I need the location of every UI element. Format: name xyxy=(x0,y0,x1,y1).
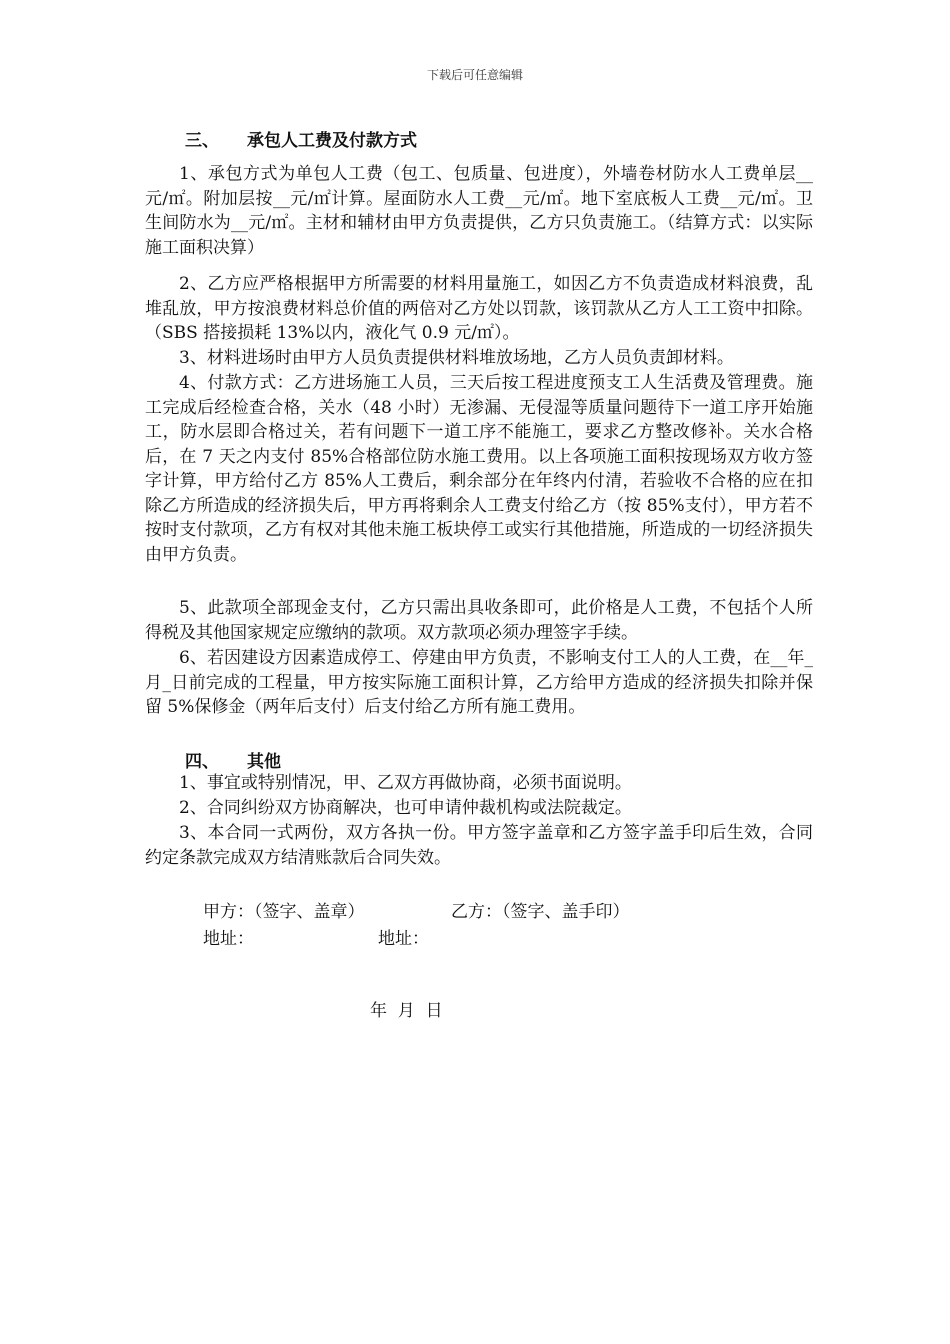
section-3-paragraph-2: 2、乙方应严格根据甲方所需要的材料用量施工，如因乙方不负责造成材料浪费，乱堆乱放，甲方按浪费材料总价值的两倍对乙方处以罚款，该罚款从乙方人工工资中扣除。（SBS 搭接损耗 13%以内，液化气 0.9 元/㎡）。 xyxy=(145,274,813,343)
section-4-number: 四、 xyxy=(185,752,219,772)
section-4-paragraph-1: 1、事宜或特别情况，甲、乙双方再做协商，必须书面说明。 xyxy=(179,773,632,793)
signing-date: 年 月 日 xyxy=(370,1001,443,1021)
section-3-heading xyxy=(185,126,417,151)
section-3-paragraph-6: 6、若因建设方因素造成停工、停建由甲方负责，不影响支付工人的人工费，在__年_月_日前完成的工程量，甲方按实际施工面积计算，乙方给甲方造成的经济损失扣除并保留 5%保修金（两年后支付）后支付给乙方所有施工费用。 xyxy=(145,648,813,717)
header-note: 下载后可任意编辑 xyxy=(426,68,523,82)
section-3-paragraph-1: 1、承包方式为单包人工费（包工、包质量、包进度），外墙卷材防水人工费单层__元/㎡。附加层按__元/㎡计算。屋面防水人工费__元/㎡。地下室底板人工费__元/㎡。卫生间防水为__元/㎡。主材和辅材由甲方负责提供，乙方只负责施工。（结算方式：以实际施工面积决算） xyxy=(145,164,813,258)
party-b-address: 地址： xyxy=(378,929,429,949)
section-4-title: 其他 xyxy=(247,752,281,772)
section-3-paragraph-5: 5、此款项全部现金支付，乙方只需出具收条即可，此价格是人工费，不包括个人所得税及其他国家规定应缴纳的款项。双方款项必须办理签字手续。 xyxy=(145,598,813,643)
party-b-signature: 乙方：（签字、盖手印） xyxy=(451,902,630,922)
party-a-address: 地址： xyxy=(203,929,254,949)
section-3-paragraph-4: 4、付款方式：乙方进场施工人员，三天后按工程进度预支工人生活费及管理费。施工完成后经检查合格，关水（48 小时）无渗漏、无侵湿等质量问题待下一道工序开始施工，防水层即合格过关，若有问题下一道工序不能施工，要求乙方整改修补。关水合格后，在 7 天之内支付 85%合格部位防水施工费用。以上各项施工面积按现场双方收方签字计算，甲方给付乙方 85%人工费后，剩余部分在年终内付清，若验收不合格的应在扣除乙方所造成的经济损失后，甲方再将剩余人工费支付给乙方（按 85%支付），甲方若不按时支付款项，乙方有权对其他未施工板块停工或实行其他措施，所造成的一切经济损失由甲方负责。 xyxy=(145,373,813,565)
party-a-signature: 甲方：（签字、盖章） xyxy=(203,902,365,922)
section-4-paragraph-2: 2、合同纠纷双方协商解决，也可申请仲裁机构或法院裁定。 xyxy=(179,798,632,818)
section-3-paragraph-3: 3、材料进场时由甲方人员负责提供材料堆放场地，乙方人员负责卸材料。 xyxy=(179,348,734,368)
section-3-title: 承包人工费及付款方式 xyxy=(247,131,417,151)
section-4-heading xyxy=(185,747,281,772)
section-3-number: 三、 xyxy=(185,131,219,151)
section-4-paragraph-3: 3、本合同一式两份，双方各执一份。甲方签字盖章和乙方签字盖手印后生效，合同约定条款完成双方结清账款后合同失效。 xyxy=(145,823,813,868)
